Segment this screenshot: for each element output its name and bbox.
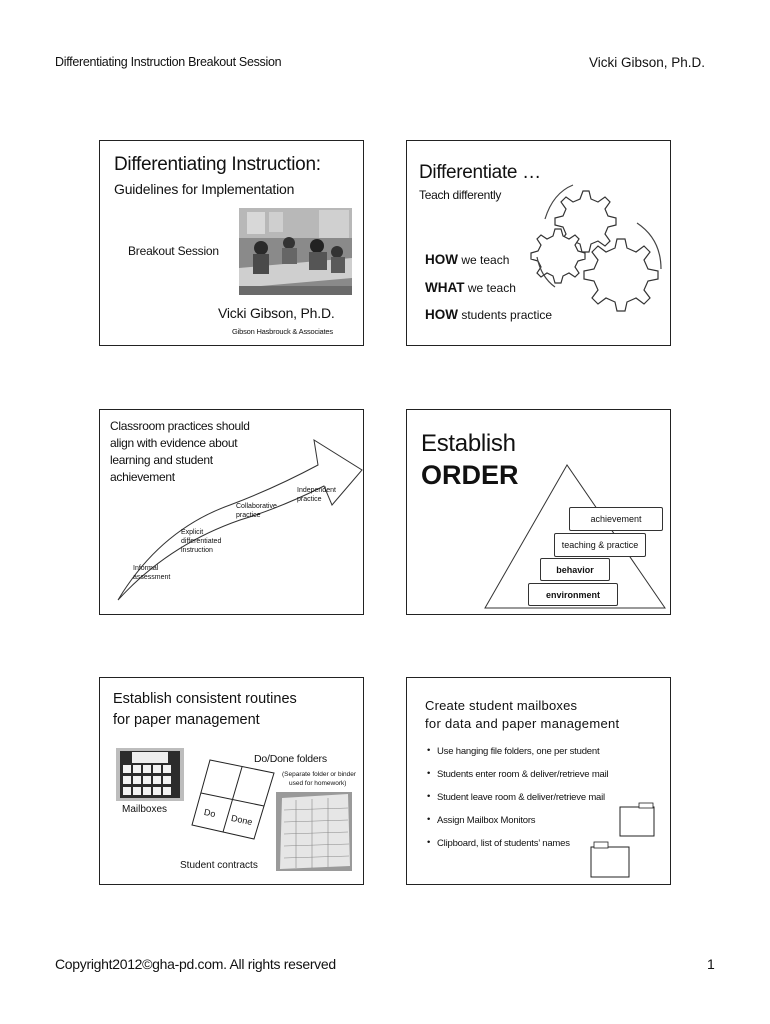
list-item: • Students enter room & deliver/retrieve mail xyxy=(427,769,652,780)
arrow-icon xyxy=(100,410,363,614)
slide-6-title-line-2: for data and paper management xyxy=(425,716,620,731)
list-item: • Student leave room & deliver/retrieve mail xyxy=(427,792,652,803)
slide-6-title-line-1: Create student mailboxes xyxy=(425,698,578,713)
slide-5-title-line-1: Establish consistent routines xyxy=(113,691,297,707)
list-item: • Use hanging file folders, one per student xyxy=(427,746,652,757)
folders-diagram xyxy=(190,755,275,845)
slide-2-line-3: HOW students practice xyxy=(425,307,553,322)
slide-1-subtitle: Guidelines for Implementation xyxy=(114,181,295,197)
slide-2-subtitle: Teach differently xyxy=(419,188,502,202)
do-label: Do xyxy=(203,806,217,820)
slide-1-author: Vicki Gibson, Ph.D. xyxy=(218,305,335,321)
list-item: • Assign Mailbox Monitors xyxy=(427,815,652,826)
slide-2-title: Differentiate … xyxy=(419,162,541,183)
contracts-photo xyxy=(276,792,352,871)
slide-3 xyxy=(99,409,364,615)
classroom-photo xyxy=(239,208,352,295)
slide-4-title-emphasis: ORDER xyxy=(421,460,519,490)
mailboxes-label: Mailboxes xyxy=(122,804,168,815)
slide-4 xyxy=(406,409,671,615)
slide-2-line-1: HOW we teach xyxy=(425,252,510,267)
slide-3-title: Classroom practices should align with evidence about learning and student achievement xyxy=(110,419,250,484)
folders-note-line-2: used for homework) xyxy=(289,780,347,787)
step-independent-practice: Independent practice xyxy=(297,487,336,503)
contracts-label: Student contracts xyxy=(180,860,258,871)
step-explicit-instruction: Explicit differentiated instruction xyxy=(181,529,222,554)
slide-5-title-line-2: for paper management xyxy=(113,712,260,728)
slide-2-line-2: WHAT we teach xyxy=(425,280,516,295)
slide-1-org: Gibson Hasbrouck & Associates xyxy=(232,327,333,336)
level-environment: environment xyxy=(528,583,618,606)
page-number: 1 xyxy=(707,956,715,972)
slide-1 xyxy=(99,140,364,346)
step-collaborative-practice: Collaborative practice xyxy=(236,503,277,519)
folders-label: Do/Done folders xyxy=(254,753,327,765)
slide-6 xyxy=(406,677,671,885)
slide-4-title: Establish xyxy=(421,430,516,457)
header-title: Differentiating Instruction Breakout Session xyxy=(55,55,282,69)
footer-copyright: Copyright2012©gha-pd.com. All rights reserved xyxy=(55,956,336,972)
slide-2 xyxy=(406,140,671,346)
slide-1-session: Breakout Session xyxy=(128,244,219,258)
level-teaching-practice: teaching & practice xyxy=(554,533,646,557)
level-behavior: behavior xyxy=(540,558,610,581)
step-informal-assessment: Informal assessment xyxy=(133,565,171,581)
mailboxes-photo xyxy=(116,748,184,801)
slide-5 xyxy=(99,677,364,885)
slide-1-title: Differentiating Instruction: xyxy=(114,154,321,175)
header-author: Vicki Gibson, Ph.D. xyxy=(589,55,706,70)
done-label: Done xyxy=(230,812,254,828)
level-achievement: achievement xyxy=(569,507,663,531)
list-item: • Clipboard, list of students’ names xyxy=(427,838,652,849)
folder-icon xyxy=(589,800,665,880)
folders-note-line-1: (Separate folder or binder xyxy=(282,771,357,778)
